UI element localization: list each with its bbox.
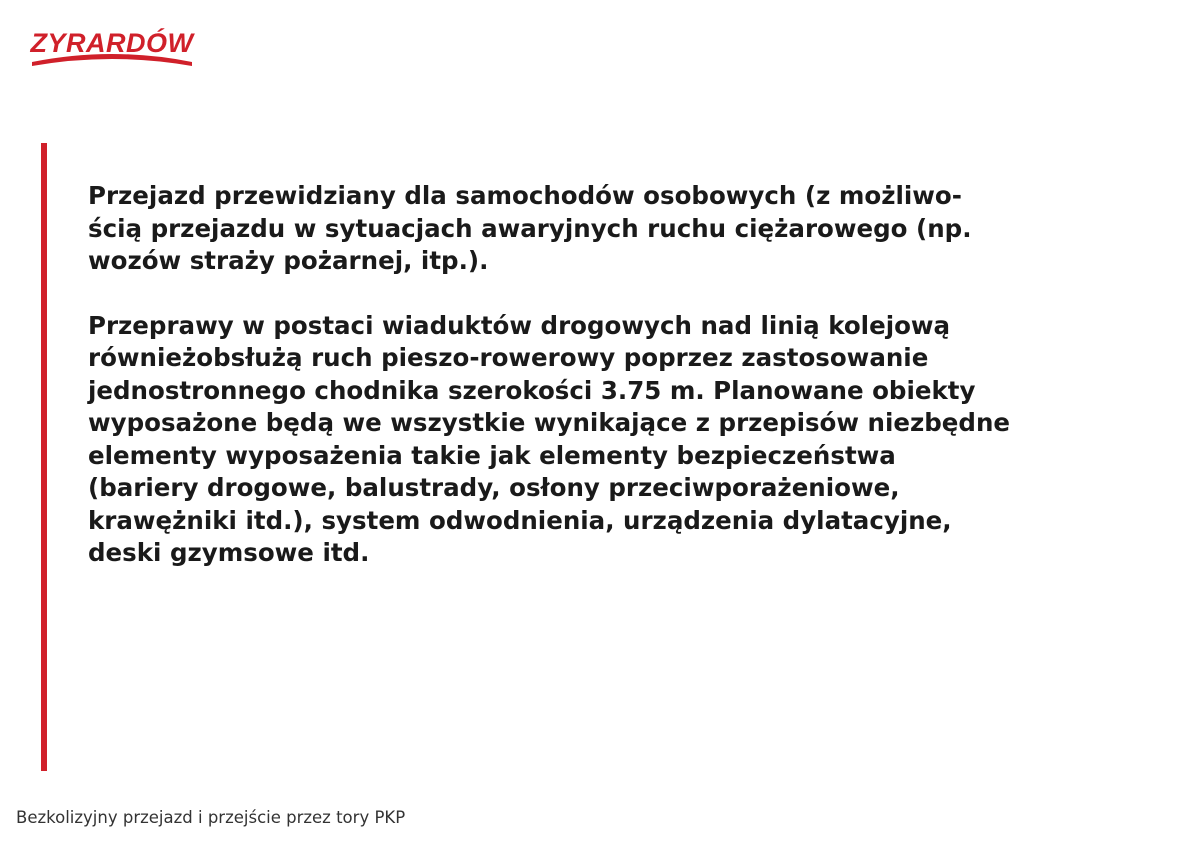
paragraph-2-line: krawężniki itd.), system odwodnienia, urządzenia dylatacyjne, bbox=[88, 505, 952, 535]
accent-bar bbox=[41, 143, 47, 771]
paragraph-2 bbox=[88, 310, 1148, 570]
paragraph-1 bbox=[88, 180, 1148, 278]
paragraph-1-line: wozów straży pożarnej, itp.). bbox=[88, 246, 489, 275]
zyrardow-logo-mark bbox=[26, 16, 198, 72]
logo-text: ZYRARDÓW bbox=[30, 28, 194, 58]
main-text bbox=[88, 180, 1148, 570]
zyrardow-logo bbox=[26, 16, 198, 72]
paragraph-2-line: wyposażone będą we wszystkie wynikające z przepisów niezbędne bbox=[88, 408, 1011, 437]
paragraph-1-line: ścią przejazdu w sytuacjach awaryjnych ruchu ciężarowego (np. bbox=[88, 213, 972, 243]
paragraph-2-line: równieżobsłużą ruch pieszo-rowerowy poprzez zastosowanie bbox=[88, 343, 929, 372]
paragraph-2-line: elementy wyposażenia takie jak elementy bezpieczeństwa bbox=[88, 440, 896, 470]
paragraph-1-line: Przejazd przewidziany dla samochodów osobowych (z możliwo- bbox=[88, 181, 962, 210]
image-caption: Bezkolizyjny przejazd i przejście przez tory PKP bbox=[16, 808, 406, 827]
paragraph-2-line: deski gzymsowe itd. bbox=[88, 538, 370, 567]
paragraph-2-line: jednostronnego chodnika szerokości 3.75 m. Planowane obiekty bbox=[88, 375, 976, 405]
paragraph-2-line: Przeprawy w postaci wiaduktów drogowych nad linią kolejową bbox=[88, 310, 951, 340]
paragraph-2-line: (bariery drogowe, balustrady, osłony przeciwporażeniowe, bbox=[88, 473, 900, 502]
